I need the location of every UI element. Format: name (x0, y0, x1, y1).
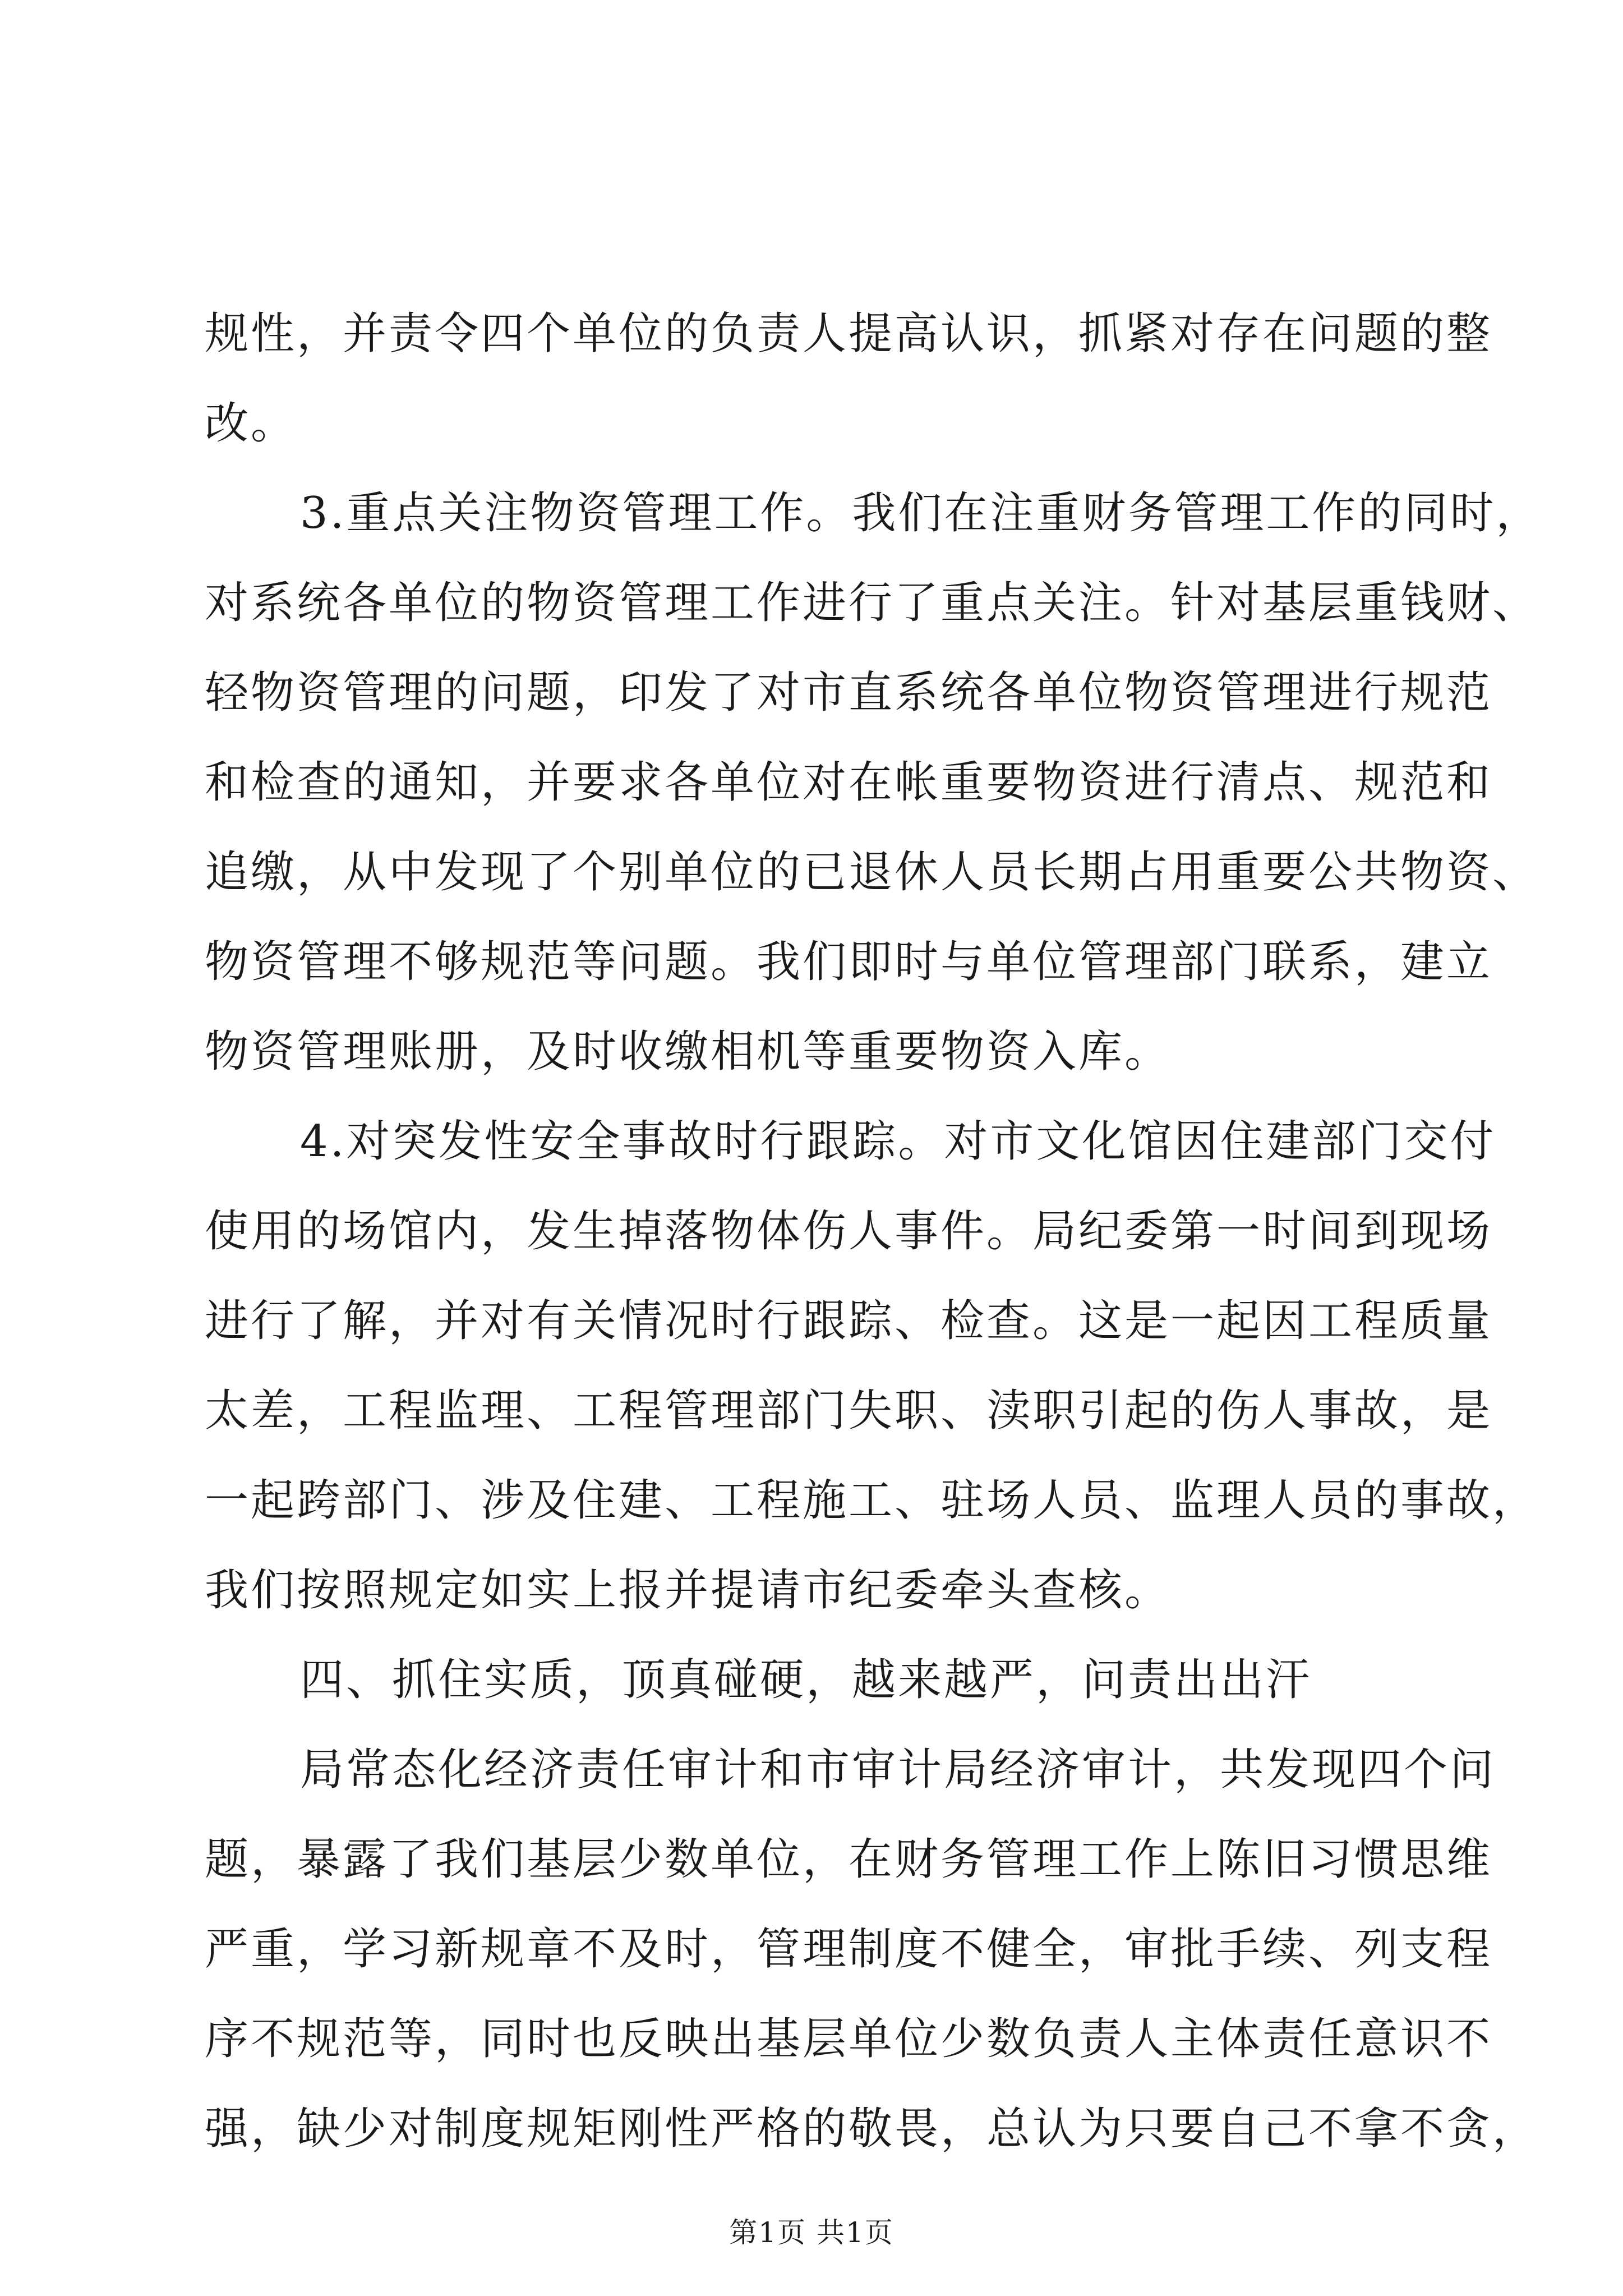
body-line: 局常态化经济责任审计和市审计局经济审计，共发现四个问 (300, 1745, 1496, 1795)
body-line: 和检查的通知，并要求各单位对在帐重要物资进行清点、规范和 (205, 757, 1493, 808)
body-line: 对系统各单位的物资管理工作进行了重点关注。针对基层重钱财、 (205, 578, 1539, 628)
body-line: 物资管理不够规范等问题。我们即时与单位管理部门联系，建立 (205, 937, 1493, 987)
section-heading: 四、抓住实质，顶真碰硬，越来越严，问责出出汗 (300, 1655, 1312, 1705)
body-line: 题，暴露了我们基层少数单位，在财务管理工作上陈旧习惯思维 (205, 1834, 1493, 1885)
body-line: 改。 (205, 398, 297, 449)
body-line: 严重，学习新规章不及时，管理制度不健全，审批手续、列支程 (205, 1924, 1493, 1975)
body-line: 一起跨部门、涉及住建、工程施工、驻场人员、监理人员的事故， (205, 1475, 1539, 1526)
body-line: 序不规范等，同时也反映出基层单位少数负责人主体责任意识不 (205, 2014, 1493, 2064)
body-line: 太差，工程监理、工程管理部门失职、渎职引起的伤人事故，是 (205, 1386, 1493, 1436)
body-line: 我们按照规定如实上报并提请市纪委牵头查核。 (205, 1565, 1171, 1616)
body-line: 轻物资管理的问题，印发了对市直系统各单位物资管理进行规范 (205, 668, 1493, 718)
body-line: 使用的场馆内，发生掉落物体伤人事件。局纪委第一时间到现场 (205, 1206, 1493, 1257)
body-line: 追缴，从中发现了个别单位的已退休人员长期占用重要公共物资、 (205, 847, 1539, 898)
body-line: 强，缺少对制度规矩刚性严格的敬畏，总认为只要自己不拿不贪， (205, 2104, 1539, 2154)
page-number-footer: 第1页 共1页 (729, 2216, 894, 2249)
body-line: 进行了解，并对有关情况时行跟踪、检查。这是一起因工程质量 (205, 1296, 1493, 1346)
body-line: 物资管理账册，及时收缴相机等重要物资入库。 (205, 1027, 1171, 1077)
body-line: 规性，并责令四个单位的负责人提高认识，抓紧对存在问题的整 (205, 309, 1493, 359)
body-line: 4.对突发性安全事故时行跟踪。对市文化馆因住建部门交付 (300, 1116, 1496, 1167)
body-line: 3.重点关注物资管理工作。我们在注重财务管理工作的同时， (300, 488, 1542, 539)
